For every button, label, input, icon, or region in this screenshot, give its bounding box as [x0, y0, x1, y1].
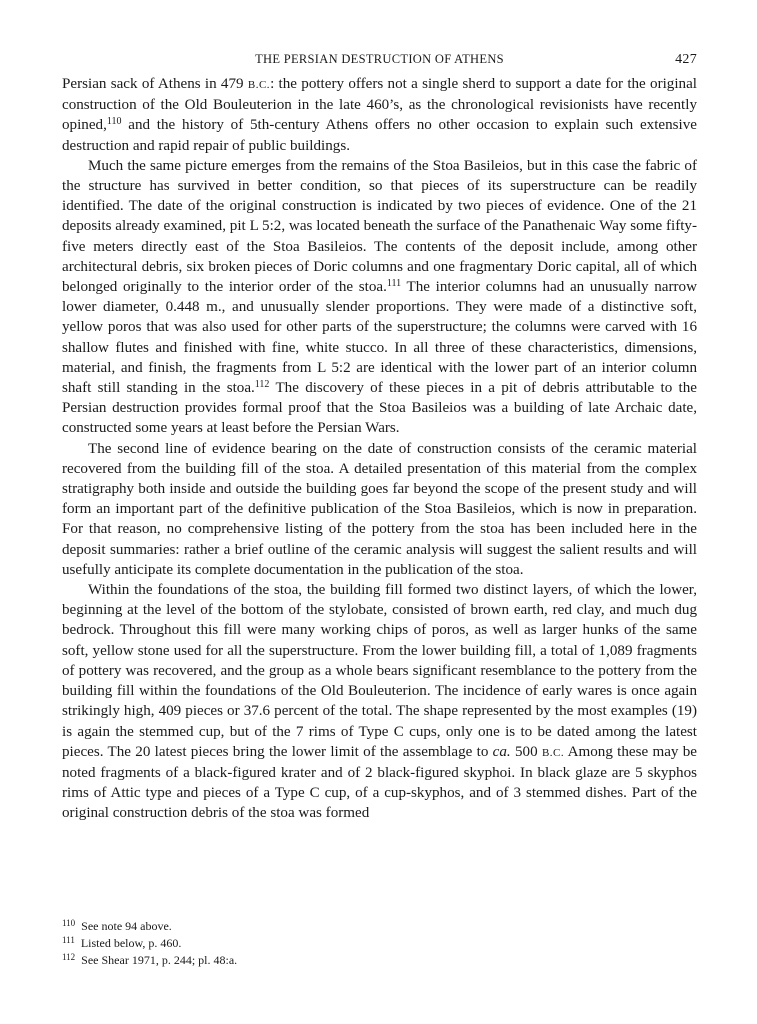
text-run: The interior columns had an unusually narrow lower diameter, 0.448 m., and unusually slender proportions. They were made of a distinctive soft, yellow poros that was also used for other parts of the superstructure; the columns were carved with 16 shallow flutes and finished with fine, white stucco. In all three of these characteristics, dimensions, material, and finish, the fragments from L 5:2 are identical with the lower part of an interior column shaft still standing in the stoa. — [62, 279, 697, 397]
footnote-number: 112 — [62, 952, 76, 962]
footnote-ref[interactable]: 110 — [106, 116, 122, 128]
text-run: Persian sack of Athens in 479 — [62, 76, 248, 92]
page — [62, 52, 697, 824]
footnote-ref[interactable]: 112 — [254, 379, 270, 391]
small-caps-text: B.C. — [541, 746, 565, 759]
running-header — [62, 52, 697, 74]
text-run: Much the same picture emerges from the remains of the Stoa Basileios, but in this case the fabric of the structure has survived in better condition, so that pieces of its superstructure can be readily identified. The date of the original construction is indicated by two pieces of evidence. One of the 21 deposits already examined, pit L 5:2, was located beneath the surface of the Panathenaic Way some fifty-five meters directly east of the Stoa Basileios. The contents of the deposit include, among other architectural debris, six broken pieces of Doric columns and one fragmentary Doric capital, all of which belonged originally to the interior order of the stoa. — [62, 157, 697, 296]
footnote-number: 110 — [62, 918, 76, 928]
paragraph — [62, 580, 697, 823]
running-title: THE PERSIAN DESTRUCTION OF ATHENS — [255, 52, 504, 66]
text-run: 500 — [510, 743, 542, 760]
text-run: Among these may be noted fragments of a black-figured krater and of 2 black-figured skyphoi. In black glaze are 5 skyphos rims of Attic type and pieces of a Type C cup, of a cup-skyphos, and of 3 stemmed dishes. Part of the original construction debris of the stoa was formed — [62, 743, 697, 822]
footnote — [62, 935, 697, 952]
footnote — [62, 952, 697, 969]
footnote-text: Listed below, p. 460. — [80, 936, 182, 950]
small-caps-text: B.C. — [247, 79, 271, 91]
footnote-text: See Shear 1971, p. 244; pl. 48:a. — [81, 953, 238, 967]
text-run: The second line of evidence bearing on the date of construction consists of the ceramic material recovered from the building fill of the stoa. A detailed presentation of this material from the complex stratigraphy both inside and outside the building goes far beyond the scope of the present study and will form an important part of the definitive publication of the Stoa Basileios, which is now in preparation. For that reason, no comprehensive listing of the pottery from the stoa has been included here in the deposit summaries: rather a brief outline of the ceramic analysis will suggest the salient results and will usefully anticipate its complete documentation in the publication of the stoa. — [62, 440, 697, 578]
footnote-ref[interactable]: 111 — [386, 278, 402, 290]
text-run: : the pottery offers not a single sherd to support a date for the original construction of the Old Bouleuterion in the late 460’s, as the chronological revisionists have recently opined, — [62, 76, 697, 134]
body-text — [62, 74, 697, 824]
footnote — [62, 918, 697, 935]
paragraph — [62, 156, 697, 439]
text-run: and the history of 5th-century Athens offers no other occasion to explain such extensive destruction and rapid repair of public buildings. — [62, 117, 697, 154]
page-number: 427 — [675, 52, 697, 67]
paragraph — [62, 74, 697, 156]
text-run: Within the foundations of the stoa, the building fill formed two distinct layers, of which the lower, beginning at the level of the bottom of the stylobate, consisted of brown earth, red clay, and much dug bedrock. Throughout this fill were many working chips of poros, as well as larger hunks of the same soft, yellow stone used for all the superstructure. From the lower building fill, a total of 1,089 fragments of pottery was recovered, and the group as a whole bears significant resemblance to the pottery from the building fill within the foundations of the Old Bouleuterion. The incidence of early wares is once again strikingly high, 409 pieces or 37.6 percent of the total. The shape represented by the most examples (19) is again the stemmed cup, but of the 7 rims of Type C cups, only one is to be dated among the latest pieces. The 20 latest pieces bring the lower limit of the assemblage to — [62, 582, 697, 760]
text-run: The discovery of these pieces in a pit of debris attributable to the Persian destruction provides formal proof that the Stoa Basileios was a building of late Archaic date, constructed some years at least before the Persian Wars. — [62, 380, 697, 437]
italic-text: ca. — [492, 743, 511, 760]
footnote-number: 111 — [62, 935, 75, 945]
footnote-text: See note 94 above. — [81, 919, 172, 933]
paragraph — [62, 439, 697, 580]
footnotes — [62, 918, 697, 969]
